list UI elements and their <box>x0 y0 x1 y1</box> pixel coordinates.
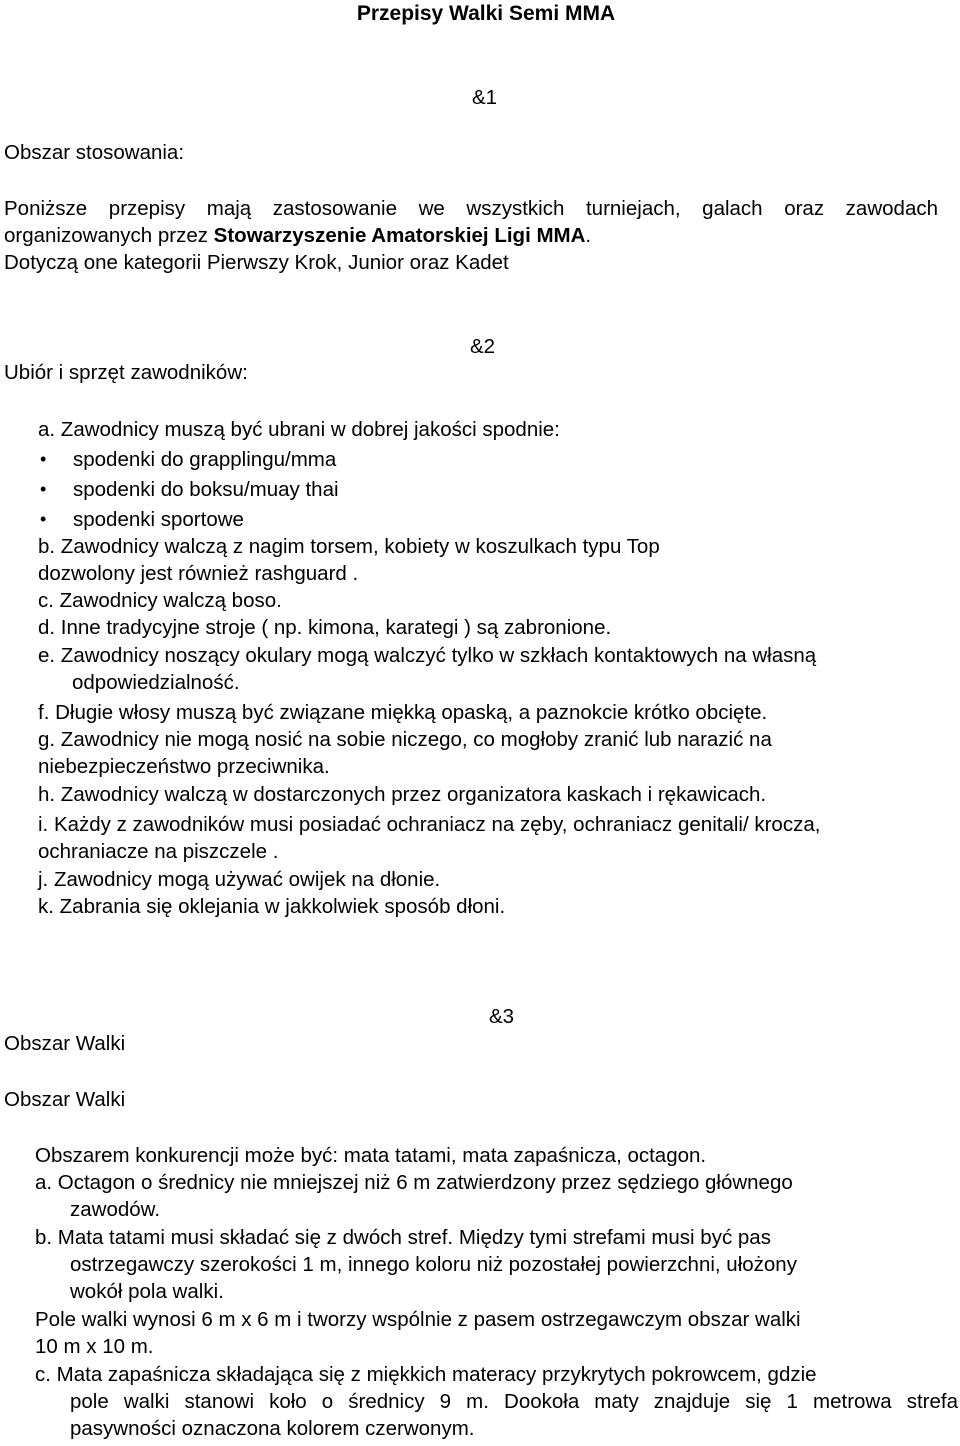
paragraph-text: . <box>585 224 592 247</box>
organization-name: Stowarzyszenie Amatorskiej Ligi MMA <box>213 224 586 247</box>
section-3-mark: &3 <box>489 1005 515 1028</box>
section-1-paragraph-line: Poniższe przepisy mają zastosowanie we wszystkich turniejach, galach oraz zawodach <box>4 197 938 220</box>
rule-item-e-continued: odpowiedzialność. <box>72 671 240 694</box>
area-item-a-continued: zawodów. <box>70 1198 161 1221</box>
bullet-text: spodenki do boksu/muay thai <box>73 478 339 501</box>
area-paragraph-continued: 10 m x 10 m. <box>35 1335 154 1358</box>
section-1-mark: &1 <box>472 86 498 109</box>
bullet-icon: • <box>40 449 47 469</box>
rule-item-k: k. Zabrania się oklejania w jakkolwiek sposób dłoni. <box>38 895 506 918</box>
rule-item-b: b. Zawodnicy walczą z nagim torsem, kobiety w koszulkach typu Top <box>38 535 660 558</box>
section-3-intro: Obszarem konkurencji może być: mata tatami, mata zapaśnicza, octagon. <box>35 1144 707 1167</box>
bullet-text: spodenki do grapplingu/mma <box>73 448 337 471</box>
rule-item-i: i. Każdy z zawodników musi posiadać ochraniacz na zęby, ochraniacz genitali/ krocza, <box>38 813 821 836</box>
section-2-mark: &2 <box>470 335 496 358</box>
rule-item-i-continued: ochraniacze na piszczele . <box>38 840 279 863</box>
rule-item-h: h. Zawodnicy walczą w dostarczonych przez organizatora kaskach i rękawicach. <box>38 783 767 806</box>
area-item-c-continued: pole walki stanowi koło o średnicy 9 m. Dookoła maty znajduje się 1 metrowa strefa <box>70 1390 958 1413</box>
section-1-paragraph-line <box>4 222 591 249</box>
section-2-heading: Ubiór i sprzęt zawodników: <box>4 361 248 384</box>
bullet-icon: • <box>40 509 47 529</box>
section-3-heading: Obszar Walki <box>4 1032 126 1055</box>
area-item-c-continued: pasywności oznaczona kolorem czerwonym. <box>70 1417 475 1440</box>
section-1-paragraph-line: Dotyczą one kategorii Pierwszy Krok, Junior oraz Kadet <box>4 251 509 274</box>
rule-item-g: g. Zawodnicy nie mogą nosić na sobie niczego, co mogłoby zranić lub narazić na <box>38 728 772 751</box>
rule-item-d: d. Inne tradycyjne stroje ( np. kimona, karategi ) są zabronione. <box>38 616 612 639</box>
area-item-b: b. Mata tatami musi składać się z dwóch stref. Między tymi strefami musi być pas <box>35 1226 771 1249</box>
rule-item-e: e. Zawodnicy noszący okulary mogą walczyć tylko w szkłach kontaktowych na własną <box>38 644 817 667</box>
area-item-b-continued: wokół pola walki. <box>70 1280 224 1303</box>
bullet-icon: • <box>40 479 47 499</box>
section-1-heading: Obszar stosowania: <box>4 141 185 164</box>
area-item-b-continued: ostrzegawczy szerokości 1 m, innego koloru niż pozostałej powierzchni, ułożony <box>70 1253 797 1276</box>
bullet-text: spodenki sportowe <box>73 508 244 531</box>
area-paragraph: Pole walki wynosi 6 m x 6 m i tworzy wspólnie z pasem ostrzegawczym obszar walki <box>35 1308 801 1331</box>
rule-item-f: f. Długie włosy muszą być związane miękką opaską, a paznokcie krótko obcięte. <box>38 701 768 724</box>
rule-item-a: a. Zawodnicy muszą być ubrani w dobrej jakości spodnie: <box>38 418 560 441</box>
paragraph-text: organizowanych przez <box>4 224 214 247</box>
rule-item-j: j. Zawodnicy mogą używać owijek na dłonie. <box>38 868 441 891</box>
rule-item-g-continued: niebezpieczeństwo przeciwnika. <box>38 755 330 778</box>
rule-item-c: c. Zawodnicy walczą boso. <box>38 589 282 612</box>
area-item-c: c. Mata zapaśnicza składająca się z miękkich materacy przykrytych pokrowcem, gdzie <box>35 1363 817 1386</box>
section-3-subheading: Obszar Walki <box>4 1088 126 1111</box>
area-item-a: a. Octagon o średnicy nie mniejszej niż 6 m zatwierdzony przez sędziego głównego <box>35 1171 793 1194</box>
document-title: Przepisy Walki Semi MMA <box>356 2 616 25</box>
rule-item-b-continued: dozwolony jest również rashguard . <box>38 562 359 585</box>
